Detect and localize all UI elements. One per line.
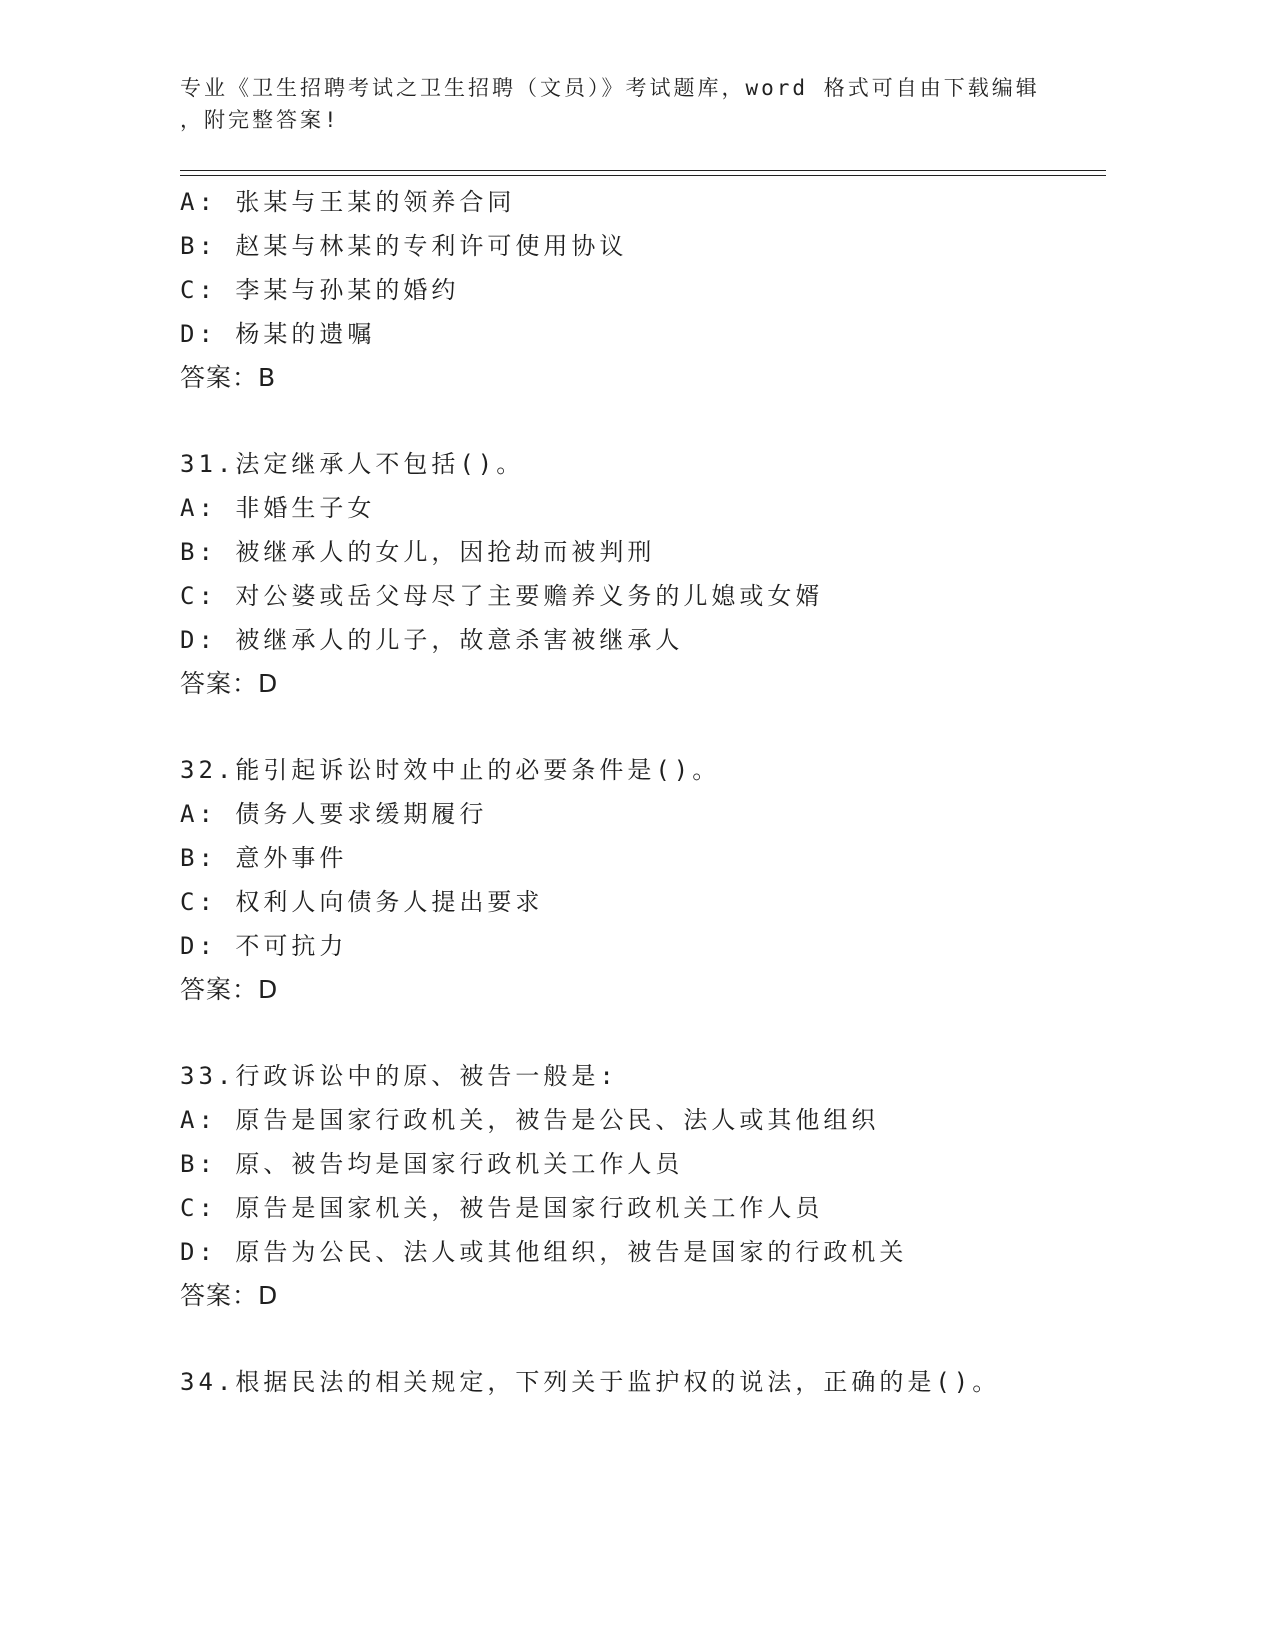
- option-d: D: 原告为公民、法人或其他组织，被告是国家的行政机关: [180, 1238, 908, 1266]
- question-30-continued: [180, 184, 1110, 404]
- question-stem: 31.法定继承人不包括()。: [180, 450, 525, 478]
- option-d: D: 不可抗力: [180, 932, 348, 960]
- option-b: B: 赵某与林某的专利许可使用协议: [180, 232, 628, 260]
- document-header: [180, 72, 1060, 136]
- option-c: C: 权利人向债务人提出要求: [180, 888, 544, 916]
- header-title-line: 专业《卫生招聘考试之卫生招聘（文员）》考试题库，word 格式可自由下载编辑: [180, 76, 1040, 100]
- spacer: [180, 710, 1110, 752]
- option-b: B: 原、被告均是国家行政机关工作人员: [180, 1150, 684, 1178]
- question-34: [180, 1364, 1110, 1408]
- question-stem: 34.根据民法的相关规定，下列关于监护权的说法，正确的是()。: [180, 1368, 1001, 1396]
- question-31: [180, 446, 1110, 710]
- option-a: A: 原告是国家行政机关，被告是公民、法人或其他组织: [180, 1106, 880, 1134]
- answer-line: 答案：D: [180, 1281, 279, 1310]
- spacer: [180, 1016, 1110, 1058]
- header-divider-bottom: [180, 175, 1106, 176]
- option-d: D: 杨某的遗嘱: [180, 320, 376, 348]
- option-a: A: 债务人要求缓期履行: [180, 800, 488, 828]
- question-32: [180, 752, 1110, 1016]
- answer-line: 答案：B: [180, 363, 277, 392]
- answer-line: 答案：D: [180, 669, 279, 698]
- option-c: C: 对公婆或岳父母尽了主要赡养义务的儿媳或女婿: [180, 582, 824, 610]
- question-stem: 32.能引起诉讼时效中止的必要条件是()。: [180, 756, 721, 784]
- option-a: A: 张某与王某的领养合同: [180, 188, 516, 216]
- question-stem: 33.行政诉讼中的原、被告一般是:: [180, 1062, 618, 1090]
- spacer: [180, 1322, 1110, 1364]
- question-list: [180, 184, 1110, 1408]
- question-33: [180, 1058, 1110, 1322]
- header-divider-top: [180, 170, 1106, 171]
- spacer: [180, 404, 1110, 446]
- option-c: C: 原告是国家机关，被告是国家行政机关工作人员: [180, 1194, 824, 1222]
- option-b: B: 被继承人的女儿，因抢劫而被判刑: [180, 538, 656, 566]
- option-b: B: 意外事件: [180, 844, 348, 872]
- option-d: D: 被继承人的儿子，故意杀害被继承人: [180, 626, 684, 654]
- option-c: C: 李某与孙某的婚约: [180, 276, 460, 304]
- header-title-line-continued: ，附完整答案!: [180, 108, 340, 132]
- option-a: A: 非婚生子女: [180, 494, 376, 522]
- answer-line: 答案：D: [180, 975, 279, 1004]
